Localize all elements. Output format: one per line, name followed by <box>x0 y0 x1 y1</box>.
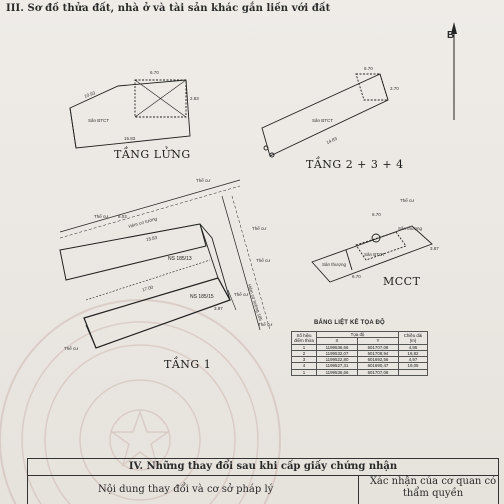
cell-y: 601692,56 <box>358 357 399 363</box>
north-label: B <box>447 30 455 41</box>
dim-ground-top: 15.83 <box>145 234 158 243</box>
cell-x: 1199532,07 <box>317 350 358 356</box>
changes-section <box>27 458 499 504</box>
label-the-cu-6: Thể cư <box>258 322 273 327</box>
coord-table-title: BẢNG LIỆT KÊ TỌA ĐỘ <box>314 320 385 326</box>
dim-upper-top: 6.70 <box>364 66 373 71</box>
dim-mezz-bottom: 15.83 <box>124 136 136 141</box>
dim-upper-bottom: 14.83 <box>325 135 338 146</box>
dim-upper-side: 3.70 <box>390 86 399 91</box>
label-the-cu-1: Thể cư <box>196 178 211 183</box>
dim-ground-right: 3.97 <box>214 306 223 311</box>
label-alley: Hẻm cơ tường <box>127 216 158 229</box>
dim-mezz-left: 10.93 <box>83 90 96 99</box>
changes-divider-vertical <box>358 475 359 504</box>
cell-y: 601707,08 <box>358 344 399 350</box>
cell-x: 1199522,80 <box>317 357 358 363</box>
label-san-thuong-b: Sân thượng <box>398 226 422 231</box>
coord-header-x: X <box>317 338 358 344</box>
label-btct-mcct: Sân BTCT <box>364 252 386 257</box>
cell-y: 601708,94 <box>358 350 399 356</box>
label-the-cu-2: Thể cư <box>94 214 109 219</box>
cell-x: 1199536,66 <box>317 344 358 350</box>
cell-id: 3 <box>292 357 317 363</box>
cell-y: 601707,08 <box>358 369 399 375</box>
label-btct-upper: Sân BTCT <box>312 118 334 123</box>
dim-mcct-side: 3.87 <box>430 246 439 251</box>
label-the-cu-7: Thể cư <box>64 346 79 351</box>
label-alley-b: Hẻm cơ tường 185 <box>246 283 264 322</box>
dim-ground-len: 17.00 <box>141 284 154 293</box>
label-the-cu-4: Thể cư <box>256 258 271 263</box>
coord-header-coord: Tọa độ <box>317 332 399 338</box>
cell-len <box>399 369 428 375</box>
dim-mcct-bottom: 6.70 <box>352 274 361 279</box>
coord-header-y: Y <box>358 338 399 344</box>
changes-col-content-header: Nội dung thay đổi và cơ sở pháp lý <box>98 484 274 495</box>
dim-mezz-right: 2.83 <box>190 96 199 101</box>
ground-floor-plan <box>60 180 273 348</box>
floor-label-section: MCCT <box>383 275 421 288</box>
label-the-cu-5: Thể cư <box>234 292 249 297</box>
floor-label-ground: TẦNG 1 <box>164 358 212 371</box>
changes-title: IV. Những thay đổi sau khi cấp giấy chứng nhận <box>128 461 398 472</box>
cell-y: 601690,47 <box>358 363 399 369</box>
floor-label-mezzanine: TẦNG LỬNG <box>114 148 191 161</box>
label-san-thuong-a: Sân thượng <box>322 262 346 267</box>
label-btct-mezz: Sân BTCT <box>88 118 110 123</box>
cell-x: 1199527,31 <box>317 363 358 369</box>
dim-ground-left: 8.03 <box>118 214 127 219</box>
cell-len: 19,05 <box>399 363 428 369</box>
upper-floors-plan <box>262 74 388 157</box>
dim-mezz-top: 6.70 <box>150 70 159 75</box>
cell-len: 4,97 <box>399 357 428 363</box>
cell-id: 4 <box>292 363 317 369</box>
dim-mcct-top: 6.70 <box>372 212 381 217</box>
label-lot-b: NS 185/15 <box>190 294 214 300</box>
floor-label-upper: TẦNG 2 + 3 + 4 <box>306 158 404 171</box>
cell-id: 1 <box>292 344 317 350</box>
label-the-cu-3: Thể cư <box>252 226 267 231</box>
cell-id: 2 <box>292 350 317 356</box>
changes-col-authority-header: Xác nhận của cơ quan có thẩm quyền <box>369 476 497 499</box>
label-the-cu-8: Thể cư <box>400 198 415 203</box>
section-heading: III. Sơ đồ thửa đất, nhà ở và tài sản khác gắn liền với đất <box>6 3 331 14</box>
label-lot-a: NS 185/13 <box>168 256 192 262</box>
cell-len: 4,95 <box>399 344 428 350</box>
table-row <box>292 369 428 375</box>
cell-x: 1199536,66 <box>317 369 358 375</box>
cell-id: 1 <box>292 369 317 375</box>
cell-len: 18,82 <box>399 350 428 356</box>
coord-table <box>291 331 428 376</box>
coord-header-point: Số hiệu điểm thửa <box>292 332 317 345</box>
coord-header-length: Chiều dài (m) <box>399 332 428 345</box>
